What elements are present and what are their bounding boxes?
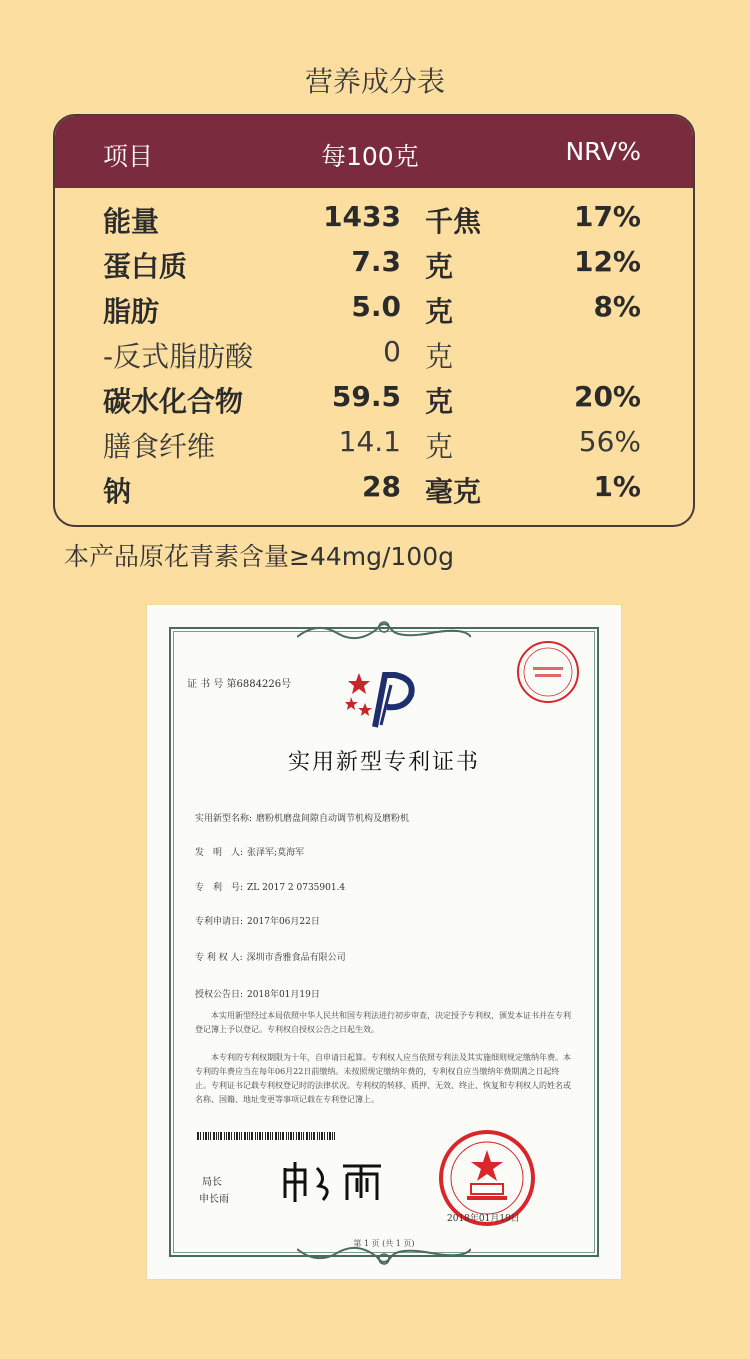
page-number: 第 1 页 (共 1 页) [353, 1239, 415, 1248]
header-item: 项目 [103, 142, 154, 171]
nutrient-nrv: 56% [578, 425, 641, 458]
anthocyanin-note: 本产品原花青素含量≥44mg/100g [64, 542, 454, 571]
nutrient-nrv: 20% [573, 380, 641, 413]
field-label: 专 利 权 人: [195, 953, 243, 963]
field-value: ZL 2017 2 0735901.4 [247, 883, 346, 893]
certificate-paragraph: 专利证书记载专利权登记时的法律状况。专利权的转移、质押、无效、终止、恢复和专利权人的姓名或名称、国籍、地址变更等事项记载在专利登记簿上。 [195, 1081, 571, 1104]
nutrient-name: 能量 [103, 205, 160, 238]
table-row [55, 470, 693, 514]
nutrient-unit: 克 [425, 385, 454, 418]
certificate-field [195, 987, 320, 1000]
certificate-paragraph: 本专利的专利权期限为十年，自申请日起算。专利权人应当依照专利法及其实施细则规定缴纳年费。本专利的年费应当在每年06月22日前缴纳。未按照规定缴纳年费的，专利权自应当缴纳年费期满之日起终止。 [195, 1053, 571, 1090]
field-label: 授权公告日: [195, 990, 244, 1000]
nutrient-name: -反式脂肪酸 [103, 340, 254, 373]
table-row [55, 380, 693, 424]
nutrient-value: 59.5 [331, 380, 401, 413]
nutrient-unit: 克 [425, 295, 454, 328]
certificate-field [195, 845, 304, 858]
agency-seal-icon [515, 639, 581, 705]
nutrient-nrv: 12% [573, 245, 641, 278]
seal-date: 2018年01月19日 [447, 1214, 520, 1224]
patent-certificate [147, 605, 621, 1279]
field-value: 张泽军;莫海军 [247, 848, 305, 858]
field-value: 磨粉机磨盘间隙自动调节机构及磨粉机 [256, 814, 410, 824]
nutrient-value: 5.0 [351, 290, 401, 323]
table-header [55, 116, 693, 188]
nutrition-table [53, 114, 695, 527]
nutrient-nrv: 17% [573, 200, 641, 233]
field-label: 实用新型名称: [195, 814, 253, 824]
nutrient-nrv: 1% [593, 470, 641, 503]
ornament-icon [297, 617, 471, 643]
handwritten-signature [277, 1158, 387, 1204]
nutrient-name: 钠 [103, 475, 132, 508]
patent-office-logo-icon [345, 667, 425, 731]
nutrient-value: 7.3 [351, 245, 401, 278]
field-value: 深圳市香雅食品有限公司 [246, 953, 346, 963]
certificate-number: 证 书 号 第6884226号 [187, 679, 292, 690]
nutrient-unit: 毫克 [425, 475, 482, 508]
nutrient-name: 碳水化合物 [103, 385, 244, 418]
table-row [55, 200, 693, 244]
nutrient-unit: 克 [425, 340, 454, 373]
nutrient-unit: 千焦 [425, 205, 482, 238]
nutrient-unit: 克 [425, 250, 454, 283]
barcode [197, 1132, 337, 1140]
table-row [55, 290, 693, 334]
table-row [55, 245, 693, 289]
signer-role: 局长 [202, 1177, 222, 1188]
certificate-field [195, 880, 345, 893]
table-row [55, 425, 693, 469]
nutrient-value: 28 [362, 470, 401, 503]
certificate-paragraph: 本实用新型经过本局依照中华人民共和国专利法进行初步审查，决定授予专利权，颁发本证书并在专利登记簿上予以登记。专利权自授权公告之日起生效。 [195, 1011, 571, 1034]
nutrient-value: 1433 [323, 200, 401, 233]
nutrient-name: 脂肪 [103, 295, 160, 328]
certificate-field [195, 811, 409, 824]
field-label: 专利申请日: [195, 917, 244, 927]
signer-name: 申长雨 [199, 1194, 229, 1205]
field-label: 发 明 人: [195, 848, 244, 858]
nutrient-name: 蛋白质 [103, 250, 188, 283]
certificate-title: 实用新型专利证书 [287, 750, 480, 775]
field-value: 2018年01月19日 [247, 990, 320, 1000]
nutrient-unit: 克 [425, 430, 454, 463]
nutrient-nrv: 8% [593, 290, 641, 323]
field-value: 2017年06月22日 [247, 917, 320, 927]
nutrition-table-title: 营养成分表 [304, 65, 445, 98]
field-label: 专 利 号: [195, 883, 244, 893]
table-row [55, 335, 693, 379]
nutrient-value: 0 [383, 335, 401, 368]
nutrient-name: 膳食纤维 [103, 430, 216, 463]
header-per-100g: 每100克 [321, 142, 419, 171]
header-nrv: NRV% [565, 137, 641, 166]
certificate-field [195, 950, 346, 963]
certificate-field [195, 914, 320, 927]
nutrient-value: 14.1 [338, 425, 401, 458]
